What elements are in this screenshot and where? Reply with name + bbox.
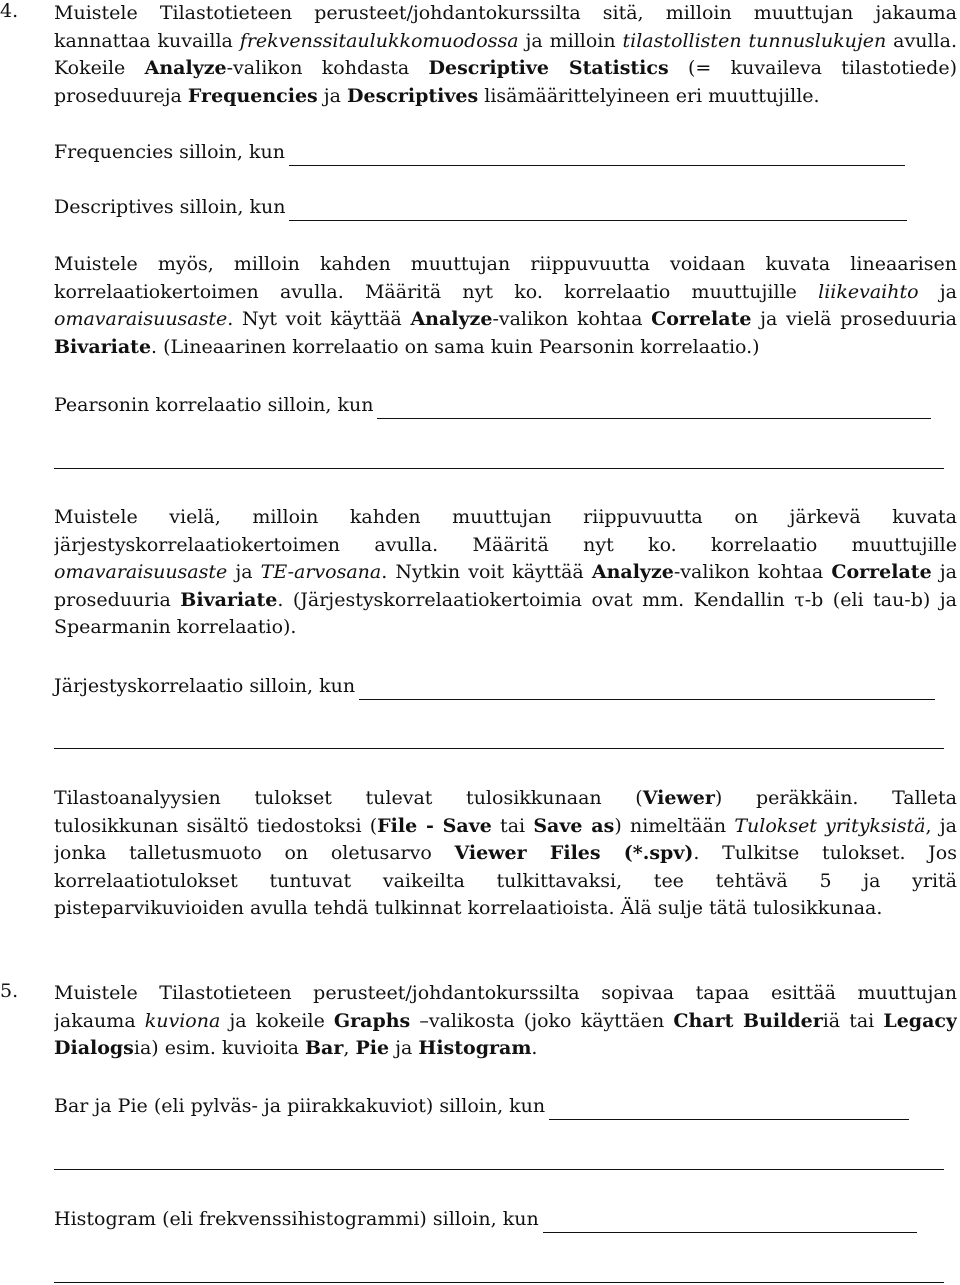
text-segment: , ja	[925, 814, 957, 837]
paragraph-line	[54, 1035, 957, 1063]
paragraph-line	[54, 895, 957, 923]
histogram-answer-line	[54, 1205, 917, 1233]
text-segment: Analyze	[144, 57, 227, 79]
text-segment: Bar	[305, 1037, 344, 1059]
text-segment: (= kuvaileva tilastotiede)	[668, 57, 957, 79]
barpie-prompt: Bar ja Pie (eli pylväs- ja piirakkakuviot) silloin, kun	[54, 1095, 546, 1117]
text-segment: kannattaa kuvailla	[54, 29, 240, 52]
text-segment: ia) esim. kuvioita	[133, 1037, 305, 1059]
pearson-answer-blank[interactable]	[377, 396, 931, 419]
text-segment: Chart Builder	[673, 1009, 823, 1032]
text-segment: omavaraisuusaste	[54, 561, 228, 583]
descriptives-answer-line	[54, 193, 907, 221]
rank-answer-line	[54, 672, 935, 700]
histogram-prompt: Histogram (eli frekvenssihistogrammi) silloin, kun	[54, 1208, 539, 1230]
text-segment: ja vielä proseduuria	[751, 308, 957, 330]
frequencies-answer-line	[54, 138, 905, 166]
text-segment: Muistele Tilastotieteen perusteet/johdantokurssilta sopivaa tapaa esittää muuttujan	[54, 982, 957, 1004]
pearson-prompt: Pearsonin korrelaatio silloin, kun	[54, 394, 374, 416]
text-segment: lisämäärittelyineen eri muuttujille.	[478, 84, 820, 107]
paragraph-line	[54, 306, 957, 334]
text-segment: . Nyt voit käyttää	[227, 308, 411, 330]
text-segment: ja	[918, 280, 957, 303]
text-segment: ja	[389, 1037, 419, 1059]
text-segment: File - Save	[377, 814, 492, 837]
paragraph-line	[54, 334, 957, 362]
pearson-answer-line	[54, 391, 931, 419]
text-segment: ja	[227, 561, 261, 583]
pearson-paragraph	[54, 251, 957, 361]
text-segment: ja kokeile	[220, 1009, 334, 1032]
text-segment: Pie	[355, 1037, 390, 1059]
text-segment: ja	[317, 84, 348, 107]
text-segment: tulosikkunan sisältö tiedostoksi (	[54, 814, 378, 837]
text-segment: Frequencies	[187, 84, 318, 107]
text-segment: ) nimeltään	[614, 814, 735, 837]
paragraph-line	[54, 614, 957, 642]
text-segment: Analyze	[410, 308, 493, 330]
question-5-number: 5.	[0, 980, 19, 1002]
text-segment: Legacy	[883, 1009, 957, 1032]
descriptives-answer-blank[interactable]	[289, 198, 907, 221]
pearson-answer-extra-line[interactable]	[54, 468, 944, 469]
paragraph-line	[54, 813, 957, 841]
text-segment: tai	[491, 814, 534, 837]
text-segment: . Tulkitse tulokset. Jos	[693, 842, 957, 864]
frequencies-prompt: Frequencies silloin, kun	[54, 141, 285, 163]
text-segment: omavaraisuusaste	[54, 308, 228, 330]
text-segment: Tulokset yrityksistä	[734, 814, 926, 837]
paragraph-line	[54, 840, 957, 868]
text-segment: proseduureja	[54, 84, 188, 107]
text-segment: Correlate	[831, 561, 932, 583]
paragraph-line	[54, 83, 957, 111]
question-4-number: 4.	[0, 0, 19, 22]
text-segment: . (Järjestyskorrelaatiokertoimia ovat mm. Kendallin τ-b (eli tau-b) ja	[277, 588, 957, 611]
text-segment: Viewer Files (*.spv)	[454, 842, 694, 864]
paragraph-line	[54, 0, 957, 28]
text-segment: liikevaihto	[818, 280, 919, 303]
text-segment: Dialogs	[54, 1037, 134, 1059]
paragraph-line	[54, 785, 957, 813]
text-segment: Viewer	[642, 787, 715, 809]
text-segment: jakauma	[54, 1009, 145, 1032]
text-segment: -valikon kohdasta	[226, 57, 429, 79]
paragraph-line	[54, 532, 957, 560]
barpie-answer-line	[54, 1092, 909, 1120]
paragraph-line	[54, 868, 957, 896]
text-segment: . Nytkin voit käyttää	[381, 561, 592, 583]
barpie-answer-extra-line[interactable]	[54, 1169, 944, 1170]
text-segment: .	[531, 1037, 538, 1059]
text-segment: Analyze	[591, 561, 674, 583]
rank-answer-blank[interactable]	[359, 677, 935, 700]
text-segment: Spearmanin korrelaatio).	[54, 616, 297, 638]
text-segment: korrelaatiotulokset tuntuvat vaikeilta tulkittavaksi, tee tehtävä 5 ja yritä	[54, 869, 957, 892]
text-segment: järjestyskorrelaatiokertoimen avulla. Määritä nyt ko. korrelaatio muuttujille	[54, 533, 957, 556]
text-segment: pisteparvikuvioiden avulla tehdä tulkinnat korrelaatioista. Älä sulje tätä tulosikkunaa.	[54, 897, 883, 919]
q4-intro-paragraph	[54, 0, 957, 110]
paragraph-line	[54, 559, 957, 587]
rank-correlation-paragraph	[54, 504, 957, 642]
descriptives-prompt: Descriptives silloin, kun	[54, 196, 286, 218]
q5-intro-paragraph	[54, 980, 957, 1063]
text-segment: ja	[931, 561, 957, 583]
viewer-paragraph	[54, 785, 957, 923]
text-segment: Kokeile	[54, 57, 145, 79]
text-segment: . (Lineaarinen korrelaatio on sama kuin Pearsonin korrelaatio.)	[151, 335, 760, 358]
text-segment: Muistele Tilastotieteen perusteet/johdantokurssilta sitä, milloin muuttujan jakauma	[54, 2, 957, 24]
paragraph-line	[54, 279, 957, 307]
text-segment: frekvenssitaulukkomuodossa	[239, 29, 519, 52]
text-segment: Tilastoanalyysien tulokset tulevat tulosikkunaan (	[54, 787, 643, 809]
text-segment: Correlate	[651, 308, 752, 330]
text-segment: kuviona	[144, 1009, 221, 1032]
text-segment: Bivariate	[180, 588, 278, 611]
text-segment: Graphs	[333, 1009, 411, 1032]
text-segment: Descriptives	[347, 84, 479, 107]
text-segment: -valikon kohtaa	[673, 561, 832, 583]
text-segment: -valikon kohtaa	[492, 308, 652, 330]
text-segment: ,	[343, 1037, 356, 1059]
text-segment: TE-arvosana	[260, 561, 382, 583]
paragraph-line	[54, 28, 957, 56]
text-segment: ja milloin	[518, 29, 623, 52]
frequencies-answer-blank[interactable]	[289, 143, 905, 166]
text-segment: Muistele vielä, milloin kahden muuttujan riippuvuutta on järkevä kuvata	[54, 506, 957, 528]
text-segment: Save as	[533, 814, 615, 837]
text-segment: Histogram	[418, 1037, 532, 1059]
rank-answer-extra-line[interactable]	[54, 748, 944, 749]
text-segment: korrelaatiokertoimen avulla. Määritä nyt ko. korrelaatio muuttujille	[54, 280, 819, 303]
paragraph-line	[54, 587, 957, 615]
paragraph-line	[54, 251, 957, 279]
text-segment: tilastollisten tunnuslukujen	[622, 29, 887, 52]
text-segment: Muistele myös, milloin kahden muuttujan riippuvuutta voidaan kuvata lineaarisen	[54, 253, 957, 275]
text-segment: iä tai	[822, 1009, 884, 1032]
text-segment: avulla.	[886, 29, 957, 52]
paragraph-line	[54, 504, 957, 532]
text-segment: Bivariate	[54, 335, 152, 358]
text-segment: –valikosta (joko käyttäen	[410, 1009, 674, 1032]
text-segment: ) peräkkäin. Talleta	[714, 787, 957, 809]
paragraph-line	[54, 55, 957, 83]
histogram-answer-blank[interactable]	[543, 1210, 917, 1233]
rank-prompt: Järjestyskorrelaatio silloin, kun	[54, 675, 356, 697]
barpie-answer-blank[interactable]	[549, 1097, 909, 1120]
paragraph-line	[54, 1008, 957, 1036]
paragraph-line	[54, 980, 957, 1008]
histogram-answer-extra-line[interactable]	[54, 1282, 944, 1283]
text-segment: proseduuria	[54, 588, 181, 611]
text-segment: Descriptive Statistics	[428, 57, 669, 79]
text-segment: jonka talletusmuoto on oletusarvo	[54, 842, 455, 864]
